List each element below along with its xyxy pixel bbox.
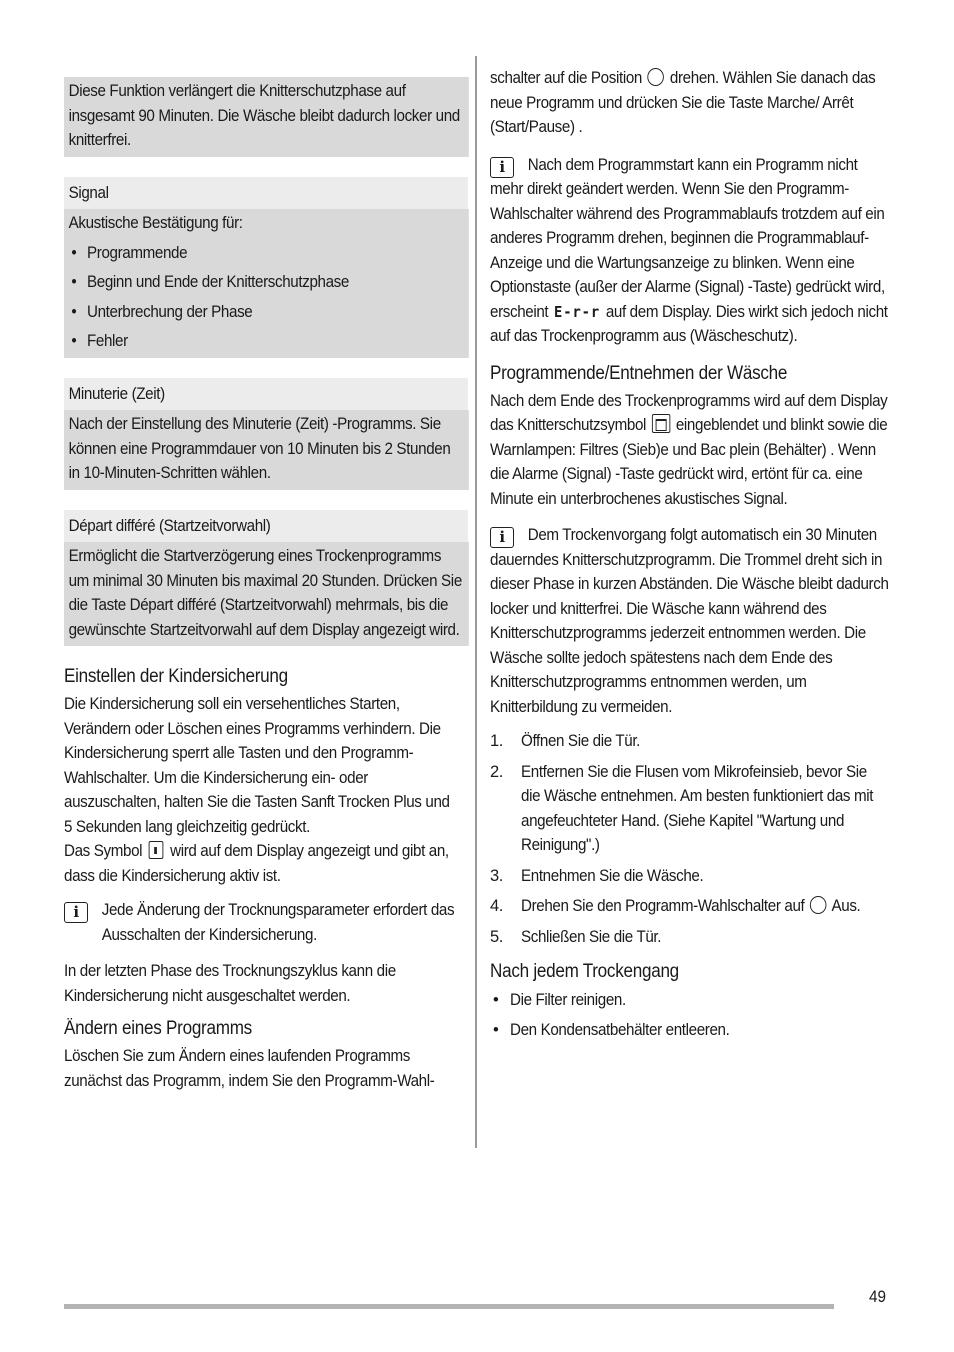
- list-item: • Den Kondensatbehälter entleeren.: [490, 1018, 890, 1043]
- steps-list: [490, 729, 890, 949]
- list-item: 4. Drehen Sie den Programm-Wahlschalter auf Aus.: [490, 897, 861, 915]
- minuterie-text: Nach der Einstellung des Minuterie (Zeit) -Programms. Sie können eine Programmdauer von 10 Minuten bis 2 Stunden in 10-Minuten-Schritten wählen.: [68, 415, 451, 482]
- minuterie-body: [64, 410, 469, 490]
- list-item: • Die Filter reinigen.: [490, 988, 890, 1013]
- footer-rule: [64, 1304, 834, 1309]
- signal-body: [64, 209, 469, 358]
- continued-para: schalter auf die Position drehen. Wählen Sie danach das neue Programm und drücken Sie die Taste Marche/ Arrêt (Start/Pause) .: [490, 69, 876, 136]
- column-divider: [475, 56, 477, 1148]
- list-item: 1. Öffnen Sie die Tür.: [490, 732, 641, 750]
- child-lock-icon: [149, 841, 164, 859]
- error-display-symbol: E-r-r: [553, 302, 601, 321]
- signal-header: [64, 177, 468, 210]
- programmende-heading: Programmende/Entnehmen der Wäsche: [490, 362, 788, 384]
- signal-title: Signal: [68, 183, 109, 202]
- aendern-heading: Ändern eines Programms: [64, 1018, 252, 1039]
- function-description: Diese Funktion verlängert die Knitterschutzphase auf insgesamt 90 Minuten. Die Wäsche bleibt dadurch locker und knitterfrei.: [68, 82, 460, 149]
- info-icon: i: [64, 902, 88, 923]
- function-description-box: [64, 77, 469, 157]
- kindersicherung-heading: Einstellen der Kindersicherung: [64, 666, 288, 687]
- right-column: [490, 66, 890, 1042]
- depart-title: Départ différé (Startzeitvorwahl): [68, 516, 271, 535]
- page-number: 49: [869, 1287, 887, 1306]
- info-note: [490, 523, 890, 719]
- info-note: [64, 898, 461, 947]
- programmende-para: Nach dem Ende des Trockenprogramms wird auf dem Display das Knitterschutzsymbol eingeblendet und blinkt sowie die Warnlampen: Filtres (Sieb)e und Bac plein (Behälter) . Wenn die Alarme (Signal) -Taste gedrückt wird, ertönt für ca. eine Minute ein unterbrochenes akustisches Signal.: [490, 391, 888, 508]
- off-position-icon: [810, 896, 827, 914]
- info-icon: i: [490, 527, 514, 548]
- list-item: • Fehler: [69, 329, 463, 354]
- left-column: [64, 77, 461, 1093]
- off-position-icon: [648, 68, 665, 86]
- depart-text: Ermöglicht die Startverzögerung eines Trockenprogramms um minimal 30 Minuten bis maximal 20 Stunden. Drücken Sie die Taste Départ différé (Startzeitvorwahl) mehrmals, bis die gewünschte Startzeitvorwahl auf dem Display angezeigt wird.: [68, 547, 462, 639]
- kindersicherung-para: Die Kindersicherung soll ein versehentliches Starten, Verändern oder Löschen eines Programms verhindern. Die Kindersicherung sperrt alle Tasten und den Programm-Wahlschalter. Um die Kindersicherung ein- oder auszuschalten, halten Sie die Tasten Sanft Trocken Plus und 5 Sekunden lang gleichzeitig gedrückt.: [64, 695, 450, 836]
- info-icon: i: [490, 157, 514, 178]
- depart-header: [64, 510, 468, 543]
- kindersicherung-last-phase: In der letzten Phase des Trocknungszyklus kann die Kindersicherung nicht ausgeschaltet werden.: [64, 962, 396, 1005]
- list-item: • Programmende: [69, 241, 463, 266]
- signal-intro: Akustische Bestätigung für:: [68, 214, 243, 232]
- anti-crease-icon: [652, 414, 670, 433]
- list-item: • Beginn und Ende der Knitterschutzphase: [69, 270, 463, 295]
- list-item: 2. Entfernen Sie die Flusen vom Mikrofeinsieb, bevor Sie die Wäsche entnehmen. Am besten funktioniert das mit angefeuchteter Hand. (Siehe Kapitel "Wartung und Reinigung".): [490, 762, 874, 854]
- signal-list: [69, 241, 463, 354]
- info-text: Dem Trockenvorgang folgt automatisch ein 30 Minuten dauerndes Knitterschutzprogramm. Die Trommel dreht sich in dieser Phase in kurzen Abständen. Die Wäsche bleibt dadurch locker und knitterfrei. Die Wäsche kann während des Knitterschutzprogramms jederzeit entnommen werden. Die Wäsche sollte jedoch spätestens nach dem Ende des Knitterschutzprogramms entnommen werden, um Knitterbildung zu vermeiden.: [490, 526, 889, 716]
- nach-jedem-list: [490, 988, 890, 1042]
- aendern-para: Löschen Sie zum Ändern eines laufenden Programms zunächst das Programm, indem Sie den Programm-Wahl-: [64, 1047, 435, 1090]
- list-item: 3. Entnehmen Sie die Wäsche.: [490, 866, 704, 885]
- info-text: Nach dem Programmstart kann ein Programm nicht mehr direkt geändert werden. Wenn Sie den Programm-Wahlschalter während des Programmablaufs trotzdem auf ein anderes Programm drehen, beginnen die Programmablauf-Anzeige und die Wartungsanzeige zu blinken. Wenn eine Optionstaste (außer der Alarme (Signal) -Taste) gedrückt wird, erscheint E-r-r auf dem Display. Dies wirkt sich jedoch nicht auf das Trockenprogramm aus (Wäscheschutz).: [490, 155, 888, 345]
- info-text: Jede Änderung der Trocknungsparameter erfordert das Ausschalten der Kindersicherung.: [101, 901, 455, 944]
- nach-jedem-heading: Nach jedem Trockengang: [490, 961, 679, 982]
- list-item: 5. Schließen Sie die Tür.: [490, 927, 662, 946]
- list-item: • Unterbrechung der Phase: [69, 300, 463, 325]
- info-note: [490, 153, 890, 349]
- kindersicherung-symbol-para: Das Symbol wird auf dem Display angezeigt und gibt an, dass die Kindersicherung aktiv ist.: [64, 842, 449, 885]
- depart-body: [64, 542, 469, 646]
- minuterie-header: [64, 378, 468, 411]
- minuterie-title: Minuterie (Zeit): [68, 384, 165, 403]
